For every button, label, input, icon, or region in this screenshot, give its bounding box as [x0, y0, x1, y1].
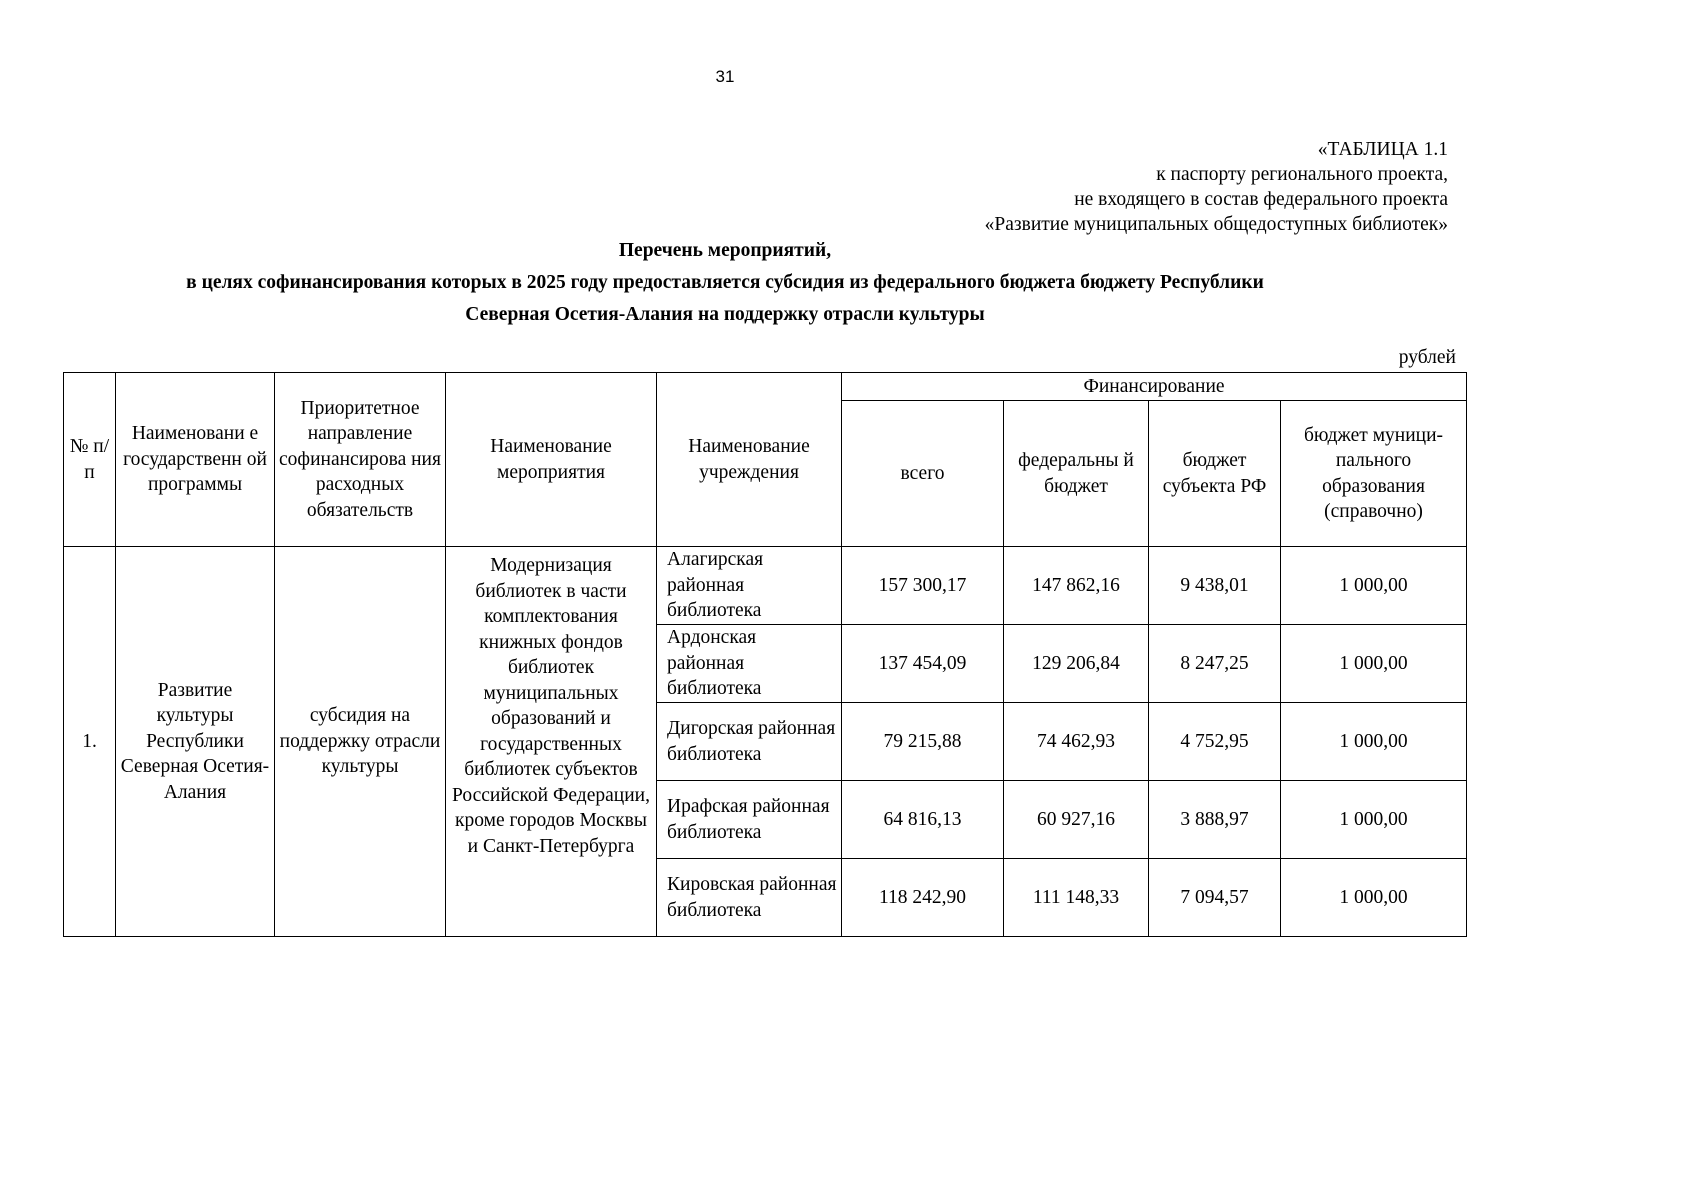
header-total: всего: [842, 401, 1004, 547]
municipal-cell: 1 000,00: [1281, 547, 1467, 625]
table-row: [64, 547, 1467, 625]
institution-cell: Дигорская районная библиотека: [657, 703, 842, 781]
header-municipal: бюджет муници- пального образования (справочно): [1281, 401, 1467, 547]
header-federal: федеральны й бюджет: [1004, 401, 1149, 547]
appendix-line-4: «Развитие муниципальных общедоступных библиотек»: [984, 214, 1448, 235]
institution-cell: Кировская районная библиотека: [657, 859, 842, 937]
federal-cell: 147 862,16: [1004, 547, 1149, 625]
title-line-1: Перечень мероприятий,: [618, 240, 832, 261]
municipal-cell: 1 000,00: [1281, 859, 1467, 937]
appendix-line-1: «ТАБЛИЦА 1.1: [1317, 139, 1448, 160]
header-financing: Финансирование: [842, 373, 1467, 401]
appendix-line-3: не входящего в состав федерального проекта: [1074, 189, 1448, 210]
document-title: [60, 235, 1390, 331]
subject-cell: 3 888,97: [1149, 781, 1281, 859]
page-number: 31: [715, 67, 735, 86]
municipal-cell: 1 000,00: [1281, 703, 1467, 781]
subject-cell: 4 752,95: [1149, 703, 1281, 781]
header-priority: Приоритетное направление софинансирова ния расходных обязательств: [275, 373, 446, 547]
subject-cell: 8 247,25: [1149, 625, 1281, 703]
appendix-note: [985, 137, 1448, 237]
header-num: № п/п: [64, 373, 116, 547]
federal-cell: 111 148,33: [1004, 859, 1149, 937]
total-cell: 157 300,17: [842, 547, 1004, 625]
institution-cell: Ардонская районная библиотека: [657, 625, 842, 703]
activity-cell: Модернизация библиотек в части комплектования книжных фондов библиотек муниципальных образований и государственных библиотек субъектов Российской Федерации, кроме городов Москвы и Санкт-Петербурга: [446, 547, 657, 937]
total-cell: 118 242,90: [842, 859, 1004, 937]
total-cell: 64 816,13: [842, 781, 1004, 859]
header-subject: бюджет субъекта РФ: [1149, 401, 1281, 547]
title-line-3: Северная Осетия-Алания на поддержку отрасли культуры: [465, 304, 985, 325]
units-label: рублей: [1398, 347, 1456, 368]
federal-cell: 60 927,16: [1004, 781, 1149, 859]
priority-cell: субсидия на поддержку отрасли культуры: [275, 547, 446, 937]
subject-cell: 7 094,57: [1149, 859, 1281, 937]
federal-cell: 74 462,93: [1004, 703, 1149, 781]
title-line-2: в целях софинансирования которых в 2025 году предоставляется субсидия из федерального бюджета бюджету Республики: [186, 272, 1264, 293]
municipal-cell: 1 000,00: [1281, 781, 1467, 859]
municipal-cell: 1 000,00: [1281, 625, 1467, 703]
institution-cell: Алагирская районная библиотека: [657, 547, 842, 625]
program-cell: Развитие культуры Республики Северная Осетия- Алания: [116, 547, 275, 937]
subject-cell: 9 438,01: [1149, 547, 1281, 625]
institution-cell: Ирафская районная библиотека: [657, 781, 842, 859]
total-cell: 137 454,09: [842, 625, 1004, 703]
appendix-line-2: к паспорту регионального проекта,: [1156, 164, 1448, 185]
total-cell: 79 215,88: [842, 703, 1004, 781]
header-institution: Наименование учреждения: [657, 373, 842, 547]
row-num: 1.: [64, 547, 116, 937]
federal-cell: 129 206,84: [1004, 625, 1149, 703]
header-program: Наименовани е государственн ой программы: [116, 373, 275, 547]
activities-table: [63, 372, 1467, 937]
header-activity: Наименование мероприятия: [446, 373, 657, 547]
